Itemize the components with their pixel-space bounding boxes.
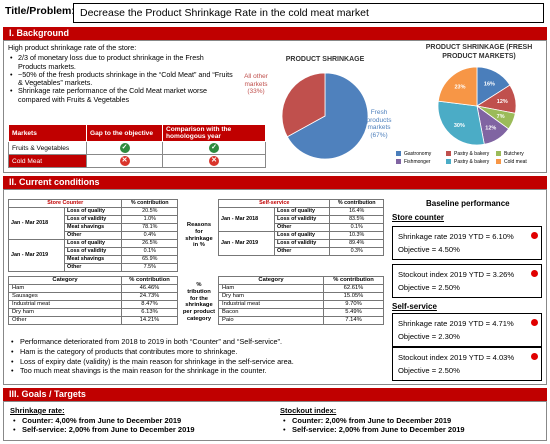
counter-category-table: Category % contribution Ham 46.46% Sausages 24.73% Industrial meat 8.47% Dry ham 6.13% Other 14.21%: [8, 276, 178, 325]
table-row: Loss of validity 1.0%: [9, 216, 178, 224]
table-row: Other 0.4%: [9, 232, 178, 240]
section-header-current: II. Current conditions: [3, 176, 547, 189]
section-header-goals: III. Goals / Targets: [3, 388, 547, 401]
goal-item: • Self-service: 2,00% from June to December 2019: [280, 425, 520, 435]
pie-label-other: All other markets (33%): [244, 73, 268, 95]
legend-item: Pastry & bakery: [446, 150, 496, 158]
table-row: Loss of validity 0.1%: [9, 248, 178, 256]
legend-item: Gastronomy: [396, 150, 446, 158]
store-counter-heading: Store counter: [392, 213, 445, 222]
data-label: 12%: [485, 125, 497, 132]
table-row: Jan - Mar 2019 Loss of quality 26.5%: [9, 240, 178, 248]
market-name: Cold Meat: [9, 155, 87, 168]
shrinkage-goal-heading: Shrinkage rate:: [10, 406, 65, 415]
status-dot: [531, 270, 538, 277]
counter-stockout-box: Stockout index 2019 YTD = 3.26% Objective = 2.50%: [392, 264, 542, 298]
table-row: Sausages 24.73%: [9, 293, 178, 301]
self-category-table: Category % contribution Ham 62.61% Dry ham 15.05% Industrial meat 9.70% Bacon 5.49% Paio 7.14%: [218, 276, 384, 325]
cross-icon: ✕: [120, 156, 130, 166]
table-row: Bacon 5.49%: [219, 309, 384, 317]
background-intro: High product shrinkage rate of the store:: [8, 43, 137, 52]
data-label: 7%: [496, 114, 505, 121]
table-row: [9, 155, 266, 168]
self-service-table: [218, 199, 384, 256]
stockout-goals: [280, 406, 520, 435]
table-row: Jan - Mar 2018 Loss of quality 20.5%: [9, 208, 178, 216]
table-row: Meat shavings 65.9%: [9, 256, 178, 264]
baseline-title: Baseline performance: [426, 199, 510, 208]
fresh-markets-legend: [396, 150, 546, 166]
status-dot: [531, 353, 538, 360]
table-row: Industrial meat 8.47%: [9, 301, 178, 309]
chart-title: PRODUCT SHRINKAGE: [285, 56, 365, 63]
section-header-background: I. Background: [3, 27, 547, 40]
comparison-header: Comparison with the homologous year: [163, 125, 266, 142]
table-row: Ham 46.46%: [9, 285, 178, 293]
current-bullets: [8, 337, 388, 376]
current-bullet: • Ham is the category of products that contributes more to shrinkage.: [8, 347, 388, 357]
table-row: Jan - Mar 2018 Loss of quality 16.4%: [219, 208, 384, 216]
distribution-label: % tribution for the shrinkage per product category: [182, 282, 216, 322]
table-row: Loss of validity 83.5%: [219, 216, 384, 224]
self-service-title: Self-service: [219, 200, 330, 208]
status-dot: [531, 319, 538, 326]
market-name: Fruits & Vegetables: [9, 142, 87, 155]
markets-table: [8, 124, 266, 168]
current-bullet: • Loss of expiry date (validity) is the main reason for shrinkage in the self-service area.: [8, 357, 388, 367]
goal-item: • Counter: 2,00% from June to December 2019: [280, 416, 520, 426]
check-icon: ✓: [120, 143, 130, 153]
markets-header: Markets: [9, 125, 87, 142]
data-label: 16%: [483, 81, 495, 88]
legend-item: Cold meat: [496, 158, 546, 166]
chart-title: PRODUCT SHRINKAGE (FRESH PRODUCT MARKETS): [425, 44, 533, 60]
store-counter-table: [8, 199, 178, 272]
data-label: 23%: [454, 84, 466, 91]
data-label: 30%: [453, 122, 465, 129]
background-bullet: • Shrinkage rate performance of the Cold Meat market worse compared with Fruits & Vegetables: [18, 87, 233, 104]
table-row: Dry ham 15.05%: [219, 293, 384, 301]
current-bullet: • Performance deteriorated from 2018 to 2019 in both “Counter” and “Self-service”.: [8, 337, 388, 347]
fresh-markets-pie: [432, 65, 522, 147]
self-shrinkage-box: Shrinkage rate 2019 YTD = 4.71% Objective = 2.30%: [392, 313, 542, 347]
stockout-goal-heading: Stockout index:: [280, 406, 337, 415]
table-row: Paio 7.14%: [219, 317, 384, 325]
background-bullet: • 2/3 of monetary loss due to product shrinkage in the Fresh Products markets.: [18, 54, 233, 71]
problem-statement: Decrease the Product Shrinkage Rate in the cold meat market: [73, 3, 544, 23]
contribution-header: % contribution: [330, 200, 384, 208]
legend-item: Fishmonger: [396, 158, 446, 166]
reasons-label: Reasons for shrinkage in %: [185, 222, 213, 249]
store-counter-title: Store Counter: [9, 200, 122, 208]
table-row: Meat shavings 78.1%: [9, 224, 178, 232]
legend-item: Pastry & bakery: [446, 158, 496, 166]
background-bullet: • ~50% of the fresh products shrinkage in the “Cold Meat” and “Fruits & Vegetables” markets.: [18, 71, 233, 88]
background-text: [8, 44, 233, 104]
shrinkage-goals: [10, 406, 230, 435]
contribution-header: % contribution: [122, 200, 178, 208]
cross-icon: ✕: [209, 156, 219, 166]
table-row: Other 0.3%: [219, 248, 384, 256]
self-stockout-box: Stockout index 2019 YTD = 4.03% Objective = 2.50%: [392, 347, 542, 381]
check-icon: ✓: [209, 143, 219, 153]
gap-header: Gap to the objective: [87, 125, 163, 142]
table-row: Other 7.5%: [9, 264, 178, 272]
table-row: Dry ham 6.13%: [9, 309, 178, 317]
title-label: Title/Problem:: [5, 5, 75, 17]
table-row: Ham 62.61%: [219, 285, 384, 293]
current-bullet: • Too much meat shavings is the main reason for the shrinkage in the counter.: [8, 366, 388, 376]
counter-shrinkage-box: Shrinkage rate 2019 YTD = 6.10% Objective = 4.50%: [392, 226, 542, 260]
table-row: Other 0.1%: [219, 224, 384, 232]
table-row: Other 14.21%: [9, 317, 178, 325]
table-row: Jan - Mar 2019 Loss of quality 10.3%: [219, 232, 384, 240]
goal-item: • Counter: 4,00% from June to December 2019: [10, 416, 230, 426]
pie-label-fresh: Fresh products markets (67%): [366, 109, 392, 139]
status-dot: [531, 232, 538, 239]
data-label: 12%: [496, 99, 508, 106]
self-service-heading: Self-service: [392, 302, 437, 311]
legend-item: Butchery: [496, 150, 546, 158]
goal-item: • Self-service: 2,00% from June to December 2019: [10, 425, 230, 435]
table-row: Industrial meat 9.70%: [219, 301, 384, 309]
table-row: Loss of validity 89.4%: [219, 240, 384, 248]
table-row: [9, 142, 266, 155]
